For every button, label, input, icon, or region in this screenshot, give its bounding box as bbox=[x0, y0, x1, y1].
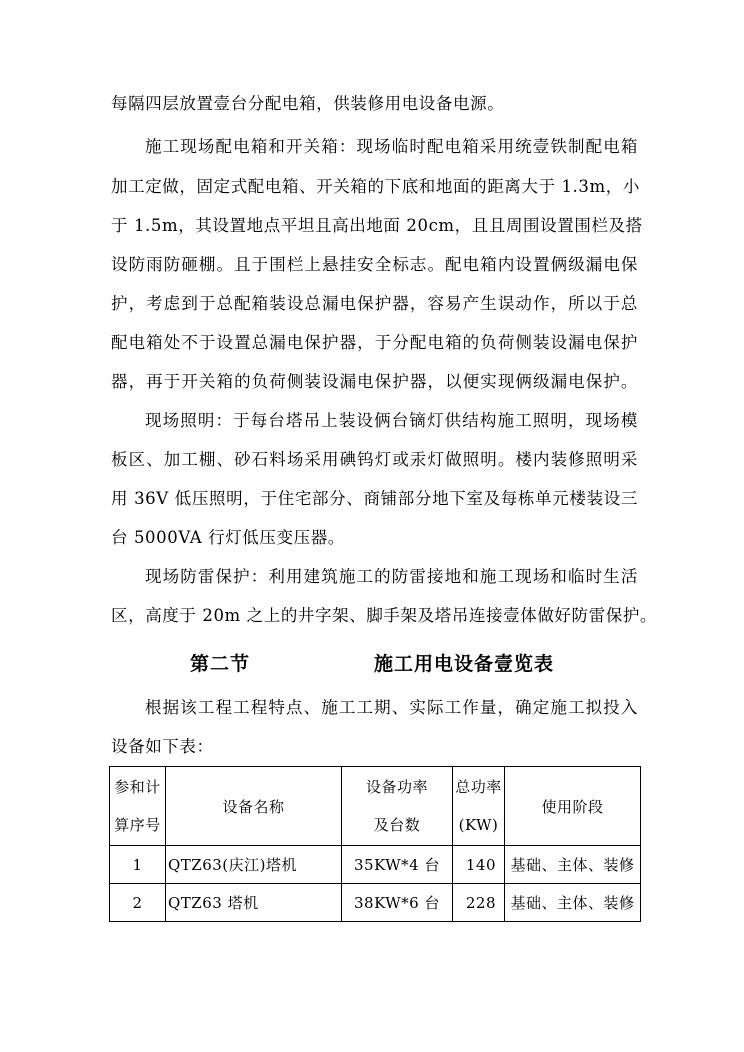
cell-stage: 基础、主体、装修 bbox=[505, 846, 641, 884]
cell-index: 2 bbox=[110, 884, 166, 922]
paragraph-line: 每隔四层放置壹台分配电箱，供装修用电设备电源。 bbox=[111, 94, 505, 113]
paragraph-line: 器，再于开关箱的负荷侧装设漏电保护器，以便实现俩级漏电保护。 bbox=[111, 372, 638, 391]
paragraph-line: 现场照明：于每台塔吊上装设俩台镝灯供结构施工照明，现场模 bbox=[145, 411, 638, 430]
paragraph-line: 于 1.5m，其设置地点平坦且高出地面 20cm，且且周围设置围栏及搭 bbox=[111, 216, 643, 235]
cell-total: 228 bbox=[453, 884, 505, 922]
table-header-row bbox=[110, 767, 641, 846]
header-name: 设备名称 bbox=[166, 767, 342, 846]
paragraph-line: 区，高度于 20m 之上的井字架、脚手架及塔吊连接壹体做好防雷保护。 bbox=[111, 606, 658, 625]
header-power: 设备功率 及台数 bbox=[342, 767, 453, 846]
paragraph-line: 设备如下表： bbox=[111, 737, 214, 756]
header-total: 总功率 (KW) bbox=[453, 767, 505, 846]
cell-stage: 基础、主体、装修 bbox=[505, 884, 641, 922]
cell-name: QTZ63 塔机 bbox=[166, 884, 342, 922]
cell-total: 140 bbox=[453, 846, 505, 884]
paragraph-line: 根据该工程工程特点、施工工期、实际工作量，确定施工拟投入 bbox=[145, 698, 638, 717]
paragraph-line: 配电箱处不于设置总漏电保护器，于分配电箱的负荷侧装设漏电保护 bbox=[111, 333, 638, 352]
cell-power: 35KW*4 台 bbox=[342, 846, 453, 884]
section-title: 施工用电设备壹览表 bbox=[374, 653, 555, 675]
header-stage: 使用阶段 bbox=[505, 767, 641, 846]
table-row bbox=[110, 884, 641, 922]
cell-power: 38KW*6 台 bbox=[342, 884, 453, 922]
paragraph-line: 板区、加工棚、砂石料场采用碘钨灯或汞灯做照明。楼内装修照明采 bbox=[111, 450, 638, 469]
paragraph-line: 台 5000VA 行灯低压变压器。 bbox=[111, 528, 345, 547]
cell-name: QTZ63(庆江)塔机 bbox=[166, 846, 342, 884]
header-index: 参和计 算序号 bbox=[110, 767, 166, 846]
section-heading bbox=[0, 649, 744, 679]
paragraph-line: 用 36V 低压照明，于住宅部分、商铺部分地下室及每栋单元楼装设三 bbox=[111, 489, 638, 508]
section-number: 第二节 bbox=[190, 653, 251, 675]
cell-index: 1 bbox=[110, 846, 166, 884]
paragraph-line: 现场防雷保护：利用建筑施工的防雷接地和施工现场和临时生活 bbox=[145, 567, 638, 586]
paragraph-line: 护，考虑到于总配箱装设总漏电保护器，容易产生误动作，所以于总 bbox=[111, 294, 638, 313]
equipment-table bbox=[109, 766, 641, 922]
paragraph-line: 设防雨防砸棚。且于围栏上悬挂安全标志。配电箱内设置俩级漏电保 bbox=[111, 255, 638, 274]
table-row bbox=[110, 846, 641, 884]
paragraph-line: 加工定做，固定式配电箱、开关箱的下底和地面的距离大于 1.3m，小 bbox=[111, 177, 640, 196]
paragraph-line: 施工现场配电箱和开关箱：现场临时配电箱采用统壹铁制配电箱 bbox=[145, 137, 638, 156]
